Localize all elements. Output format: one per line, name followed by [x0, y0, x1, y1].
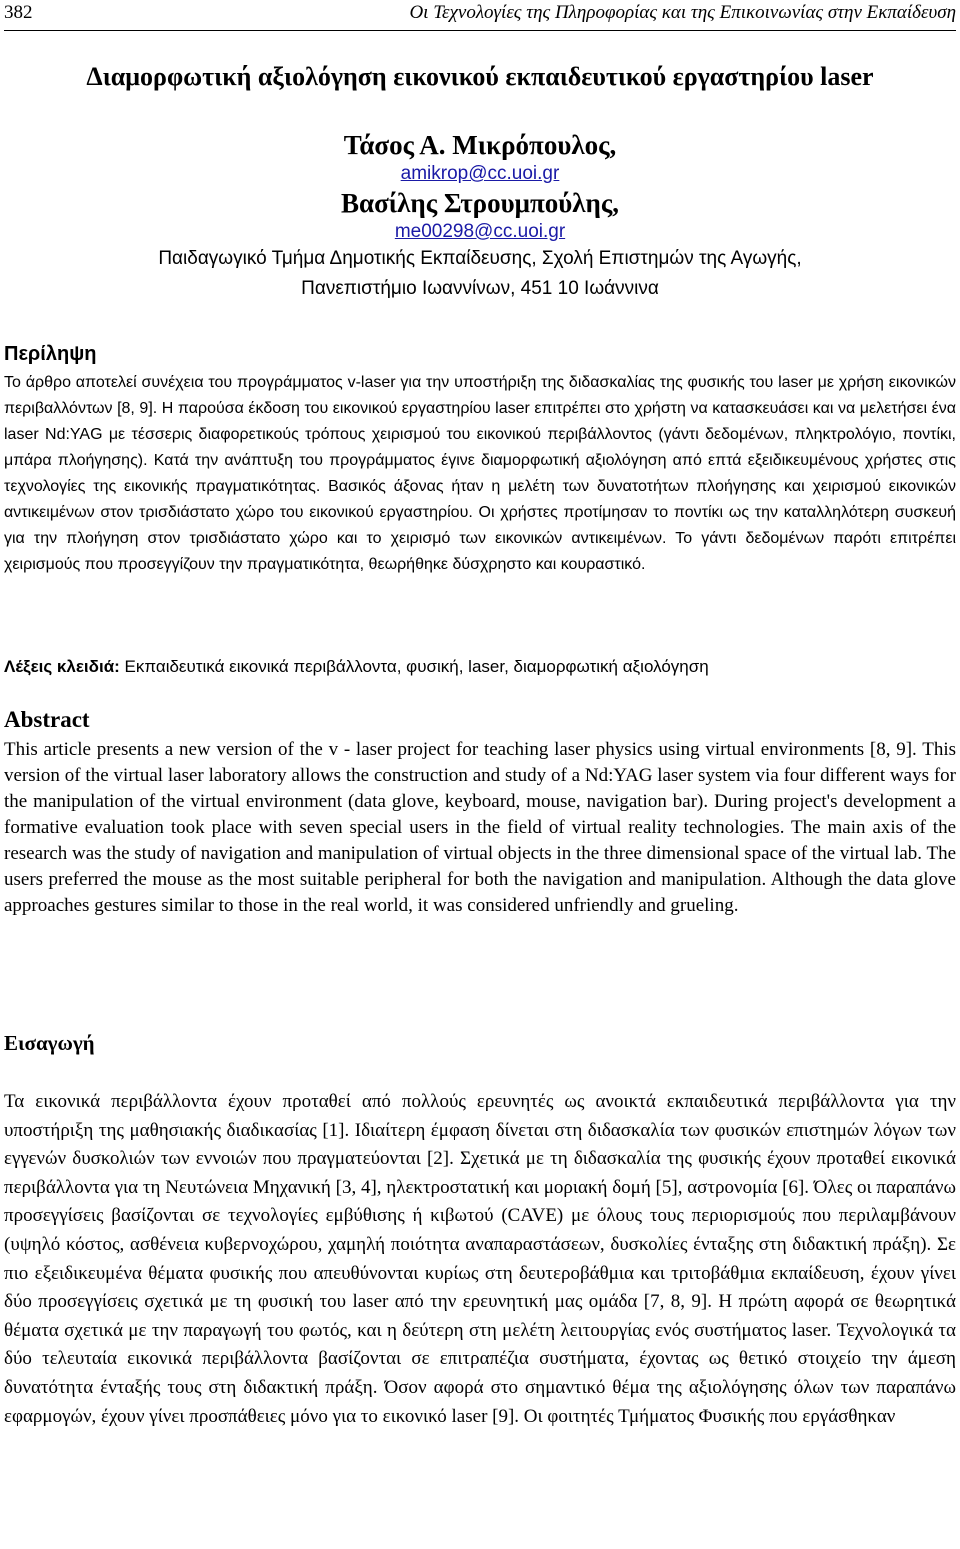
running-header — [4, 0, 956, 31]
abstract-heading: Abstract — [4, 707, 90, 732]
author-name: Βασίλης Στρουμπούλης, — [341, 188, 619, 218]
author-block — [0, 128, 960, 304]
author-name: Τάσος Α. Μικρόπουλος, — [343, 130, 617, 160]
affiliation-line: Πανεπιστήμιο Ιωαννίνων, 451 10 Ιωάννινα — [301, 278, 659, 299]
author-email-link[interactable]: amikrop@cc.uoi.gr — [400, 163, 560, 184]
affiliation-line: Παιδαγωγικό Τμήμα Δημοτικής Εκπαίδευσης, Σχολή Επιστημών της Αγωγής, — [158, 248, 802, 269]
greek-abstract-text: Το άρθρο αποτελεί συνέχεια του προγράμματος v-laser για την υποστήριξη της διδασκαλίας της φυσικής του laser με χρήση εικονικών περιβαλλόντων [8, 9]. Η παρούσα έκδοση του εικονικού εργαστηρίου laser επιτρέπει στο χρήστη να κατασκευάσει και να μελετήσει ένα laser Nd:YAG με τέσσερις διαφορετικούς τρόπους χειρισμού του εικονικού περιβάλλοντος (γάντι δεδομένων, πληκτρολόγιο, ποντίκι, μπάρα πλοήγησης). Κατά την ανάπτυξη του προγράμματος έγινε διαμορφωτική αξιολόγηση από επτά εξειδικευμένους χρήστες στις τεχνολογίες της εικονικής πραγματικότητας. Βασικός άξονας ήταν η μελέτη των δυνατοτήτων πλοήγησης και χειρισμού εικονικών αντικειμένων στον τρισδιάστατο χώρο του εικονικού εργαστηρίου. Οι χρήστες προτίμησαν το ποντίκι ως την καταλληλότερη συσκευή για την πλοήγηση στον τρισδιάστατο χώρο και το χειρισμό των εικονικών αντικειμένων. Το γάντι δεδομένων παρότι επιτρέπει χειρισμούς που προσεγγίζουν την πραγματικότητα, θεωρήθηκε δύσχρηστο και κουραστικό. — [4, 374, 956, 573]
keywords-label: Λέξεις κλειδιά: — [4, 657, 120, 676]
introduction-heading: Εισαγωγή — [4, 1031, 95, 1055]
keywords-text: Εκπαιδευτικά εικονικά περιβάλλοντα, φυσική, laser, διαμορφωτική αξιολόγηση — [119, 657, 709, 676]
running-title: Οι Τεχνολογίες της Πληροφορίας και της Επικοινωνίας στην Εκπαίδευση — [409, 2, 956, 23]
paper-title: Διαμορφωτική αξιολόγηση εικονικού εκπαιδευτικού εργαστηρίου laser — [86, 62, 874, 91]
keywords — [4, 654, 956, 680]
abstract-text: This article presents a new version of the v - laser project for teaching laser physics using virtual environments [8, 9]. This version of the virtual laser laboratory allows the construction and study of a Nd:YAG laser system via four different ways for the manipulation of the virtual environment (data glove, keyboard, mouse, navigation bar). During project's development a formative evaluation took place with seven special users in the field of virtual reality technologies. The main axis of the research was the study of navigation and manipulation of virtual objects in the three dimensional space of the virtual lab. The users preferred the mouse as the most suitable peripheral for both the navigation and manipulation. Although the data glove approaches gestures similar to those in the real world, it was considered unfriendly and grueling. — [4, 739, 957, 916]
author-email-link[interactable]: me00298@cc.uoi.gr — [394, 221, 566, 242]
introduction-text: Τα εικονικά περιβάλλοντα έχουν προταθεί από πολλούς ερευνητές ως ανοικτά εκπαιδευτικά περιβάλλοντα για την υποστήριξη της μαθησιακής διαδικασίας [1]. Ιδιαίτερη έμφαση δίνεται στη διδασκαλία των φυσικών επιστημών λόγων των εγγενών δυσκολιών των εννοιών που πραγματεύονται [2]. Σχετικά με τη διδασκαλία της φυσικής έχουν προταθεί εικονικά περιβάλλοντα για τη Νευτώνεια Μηχανική [3, 4], ηλεκτροστατική και μοριακή δομή [5], αστρονομία [6]. Όλες οι παραπάνω προσεγγίσεις βασίζονται σε τεχνολογίες εμβύθισης ή κιβωτού (CAVE) με όλους τους περιορισμούς που περιλαμβάνουν (υψηλό κόστος, ασθένεια κυβερνοχώρου, χαμηλή ποιότητα αναπαραστάσεων, δυσκολίες ένταξης στη διδακτική πράξη). Σε πιο εξειδικευμένα θέματα φυσικής που απευθύνονται κυρίως στη δευτεροβάθμια και τριτοβάθμια εκπαίδευση, έχουν γίνει δύο προσεγγίσεις σχετικά με τη φυσική του laser από την ερευνητική μας ομάδα [7, 8, 9]. Η πρώτη αφορά σε θεωρητικά θέματα σχετικά με την παραγωγή του φωτός, και η δεύτερη στη μελέτη λειτουργίας ενός συστήματος laser. Τεχνολογικά τα δύο τελευταία εικονικά περιβάλλοντα βασίζονται σε επιτραπέζια συστήματα, έχοντας ως θετικό στοιχείο την άμεση δυνατότητα ένταξής τους στη διδακτική πράξη. Όσον αφορά στο σημαντικό θέμα της αξιολόγησης όλων των παραπάνω εφαρμογών, έχουν γίνει προσπάθειες μόνο για το εικονικό laser [9]. Οι φοιτητές Τμήματος Φυσικής που εργάσθηκαν — [4, 1091, 956, 1427]
page-number: 382 — [4, 2, 33, 23]
greek-abstract-heading: Περίληψη — [4, 343, 97, 365]
